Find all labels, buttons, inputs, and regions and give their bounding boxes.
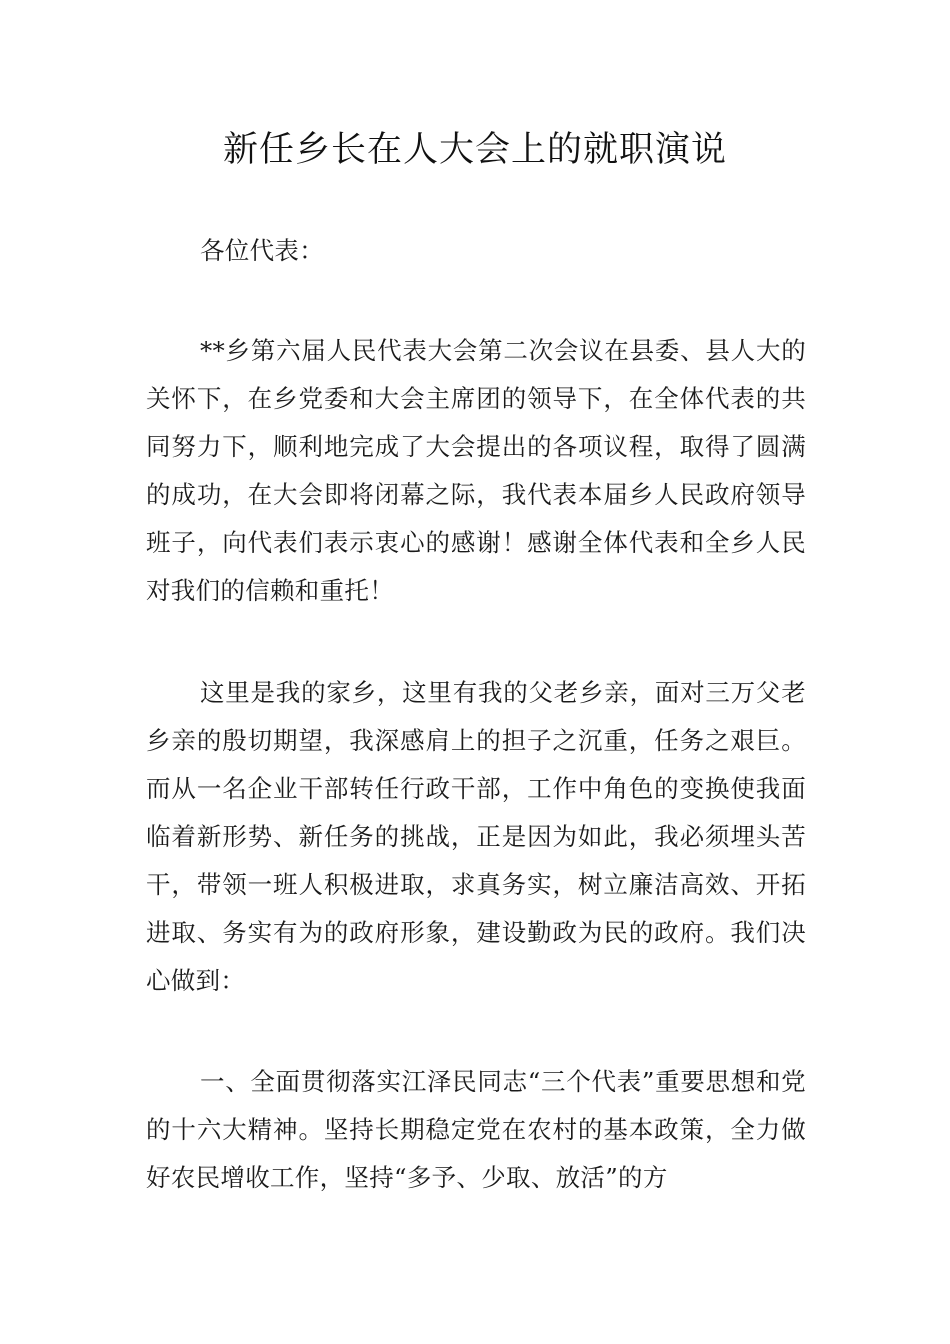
paragraph-3: 一、全面贯彻落实江泽民同志“三个代表”重要思想和党的十六大精神。坚持长期稳定党在农村的基本政策，全力做好农民增收工作，坚持“多予、少取、放活”的方 <box>146 1067 806 1192</box>
paragraph-2: 这里是我的家乡，这里有我的父老乡亲，面对三万父老乡亲的殷切期望，我深感肩上的担子之沉重，任务之艰巨。而从一名企业干部转任行政干部，工作中角色的变换使我面临着新形势、新任务的挑战，正是因为如此，我必须埋头苦干，带领一班人积极进取，求真务实，树立廉洁高效、开拓进取、务实有为的政府形象，建设勤政为民的政府。我们决心做到： <box>146 678 806 995</box>
salutation: 各位代表： <box>200 236 324 265</box>
document-title: 新任乡长在人大会上的就职演说 <box>222 130 727 170</box>
paragraph-1: **乡第六届人民代表大会第二次会议在县委、县人大的关怀下，在乡党委和大会主席团的领导下，在全体代表的共同努力下，顺利地完成了大会提出的各项议程，取得了圆满的成功，在大会即将闭幕之际，我代表本届乡人民政府领导班子，向代表们表示衷心的感谢！感谢全体代表和全乡人民对我们的信赖和重托！ <box>146 336 806 605</box>
